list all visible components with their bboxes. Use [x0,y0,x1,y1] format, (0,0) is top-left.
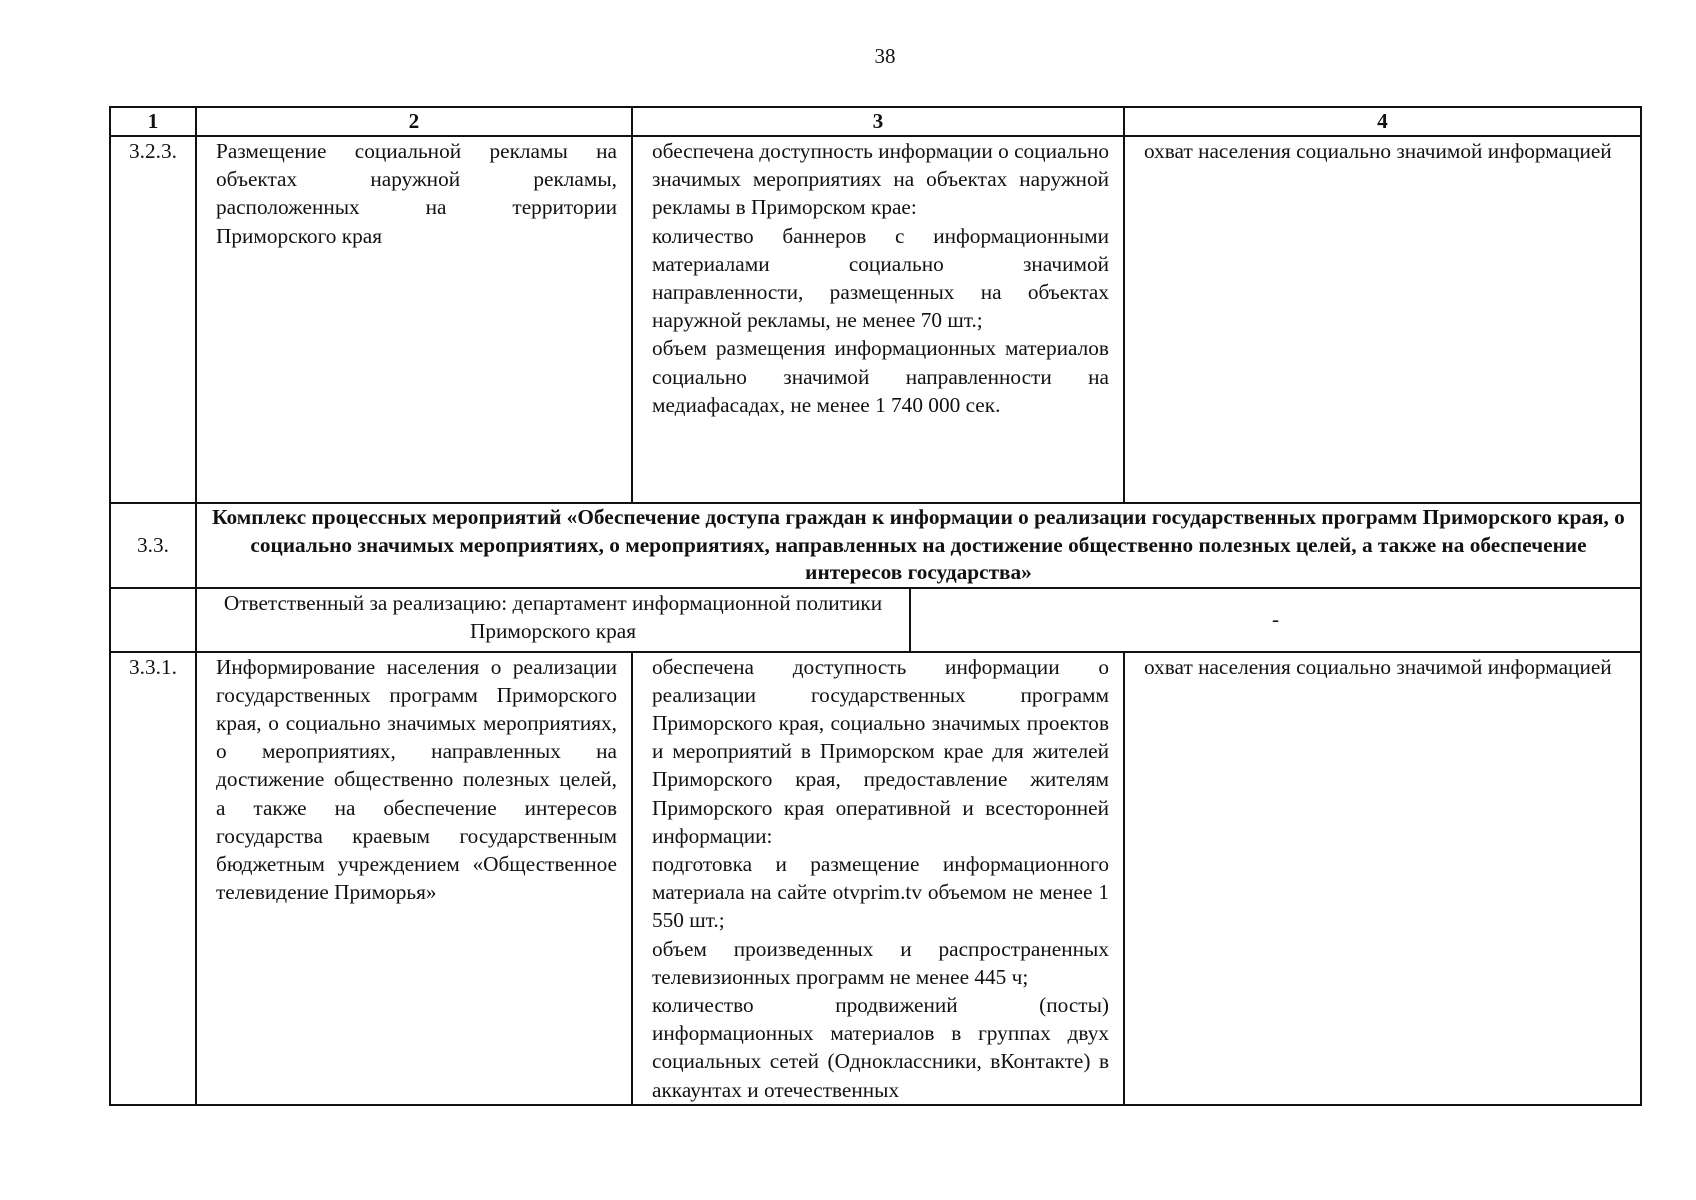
measure-result [632,652,1124,1105]
measure-indicator: охват населения социально значимой информацией [1124,652,1641,1105]
section-number: 3.3. [110,503,196,588]
section-title: Комплекс процессных мероприятий «Обеспечение доступа граждан к информации о реализации государственных программ Приморского края, о социально значимых мероприятиях, о мероприятиях, направленных на достижение общественно полезных целей, а также на обеспечение интересов государства» [196,503,1641,588]
section-row-3-3 [110,503,1641,588]
measures-table [109,106,1642,1106]
page-number: 38 [874,44,896,68]
responsible-row [110,588,1641,652]
table-row-3-3-1 [110,652,1641,1105]
header-col-1: 1 [110,107,196,136]
measure-name: Информирование населения о реализации государственных программ Приморского края, о социально значимых мероприятиях, о мероприятиях, направленных на достижение общественно полезных целей, а также на обеспечение интересов государства краевым государственным бюджетным учреждением «Общественное телевидение Приморья» [196,652,632,1105]
table-row-3-2-3 [110,136,1641,503]
measure-result [632,136,1124,503]
row-number: 3.3.1. [110,652,196,1105]
result-line: количество баннеров с информационными материалами социально значимой направленности, размещенных на объектах наружной рекламы, не менее 70 шт.; [652,223,1109,333]
result-line: объем размещения информационных материалов социально значимой направленности на медиафасадах, не менее 1 740 000 сек. [652,336,1109,417]
responsible-empty-cell [110,588,196,652]
header-col-2: 2 [196,107,632,136]
responsible-dash: - [1271,607,1280,632]
result-line: обеспечена доступность информации о социально значимых мероприятиях на объектах наружной рекламы в Приморском крае: [652,139,1109,220]
header-col-3: 3 [632,107,1124,136]
responsible-cell [196,588,1641,652]
result-line: количество продвижений (посты) информационных материалов в группах двух социальных сетей (Одноклассники, вКонтакте) в аккаунтах и отечественных [652,992,1109,1102]
result-line: подготовка и размещение информационного материала на сайте otvprim.tv объемом не менее 1 550 шт.; [652,851,1109,933]
responsible-text: Ответственный за реализацию: департамент информационной политики Приморского края [197,589,911,651]
result-line: обеспечена доступность информации о реализации государственных программ Приморского края, социально значимых проектов и мероприятий в Приморском крае для жителей Приморского края, предоставление жителям Приморского края оперативной и всесторонней информации: [652,654,1109,848]
measure-name: Размещение социальной рекламы на объектах наружной рекламы, расположенных на территории Приморского края [196,136,632,503]
row-number: 3.2.3. [110,136,196,503]
measure-indicator: охват населения социально значимой информацией [1124,136,1641,503]
result-line: объем произведенных и распространенных телевизионных программ не менее 445 ч; [652,936,1109,989]
table-header-row [110,107,1641,136]
header-col-4: 4 [1124,107,1641,136]
